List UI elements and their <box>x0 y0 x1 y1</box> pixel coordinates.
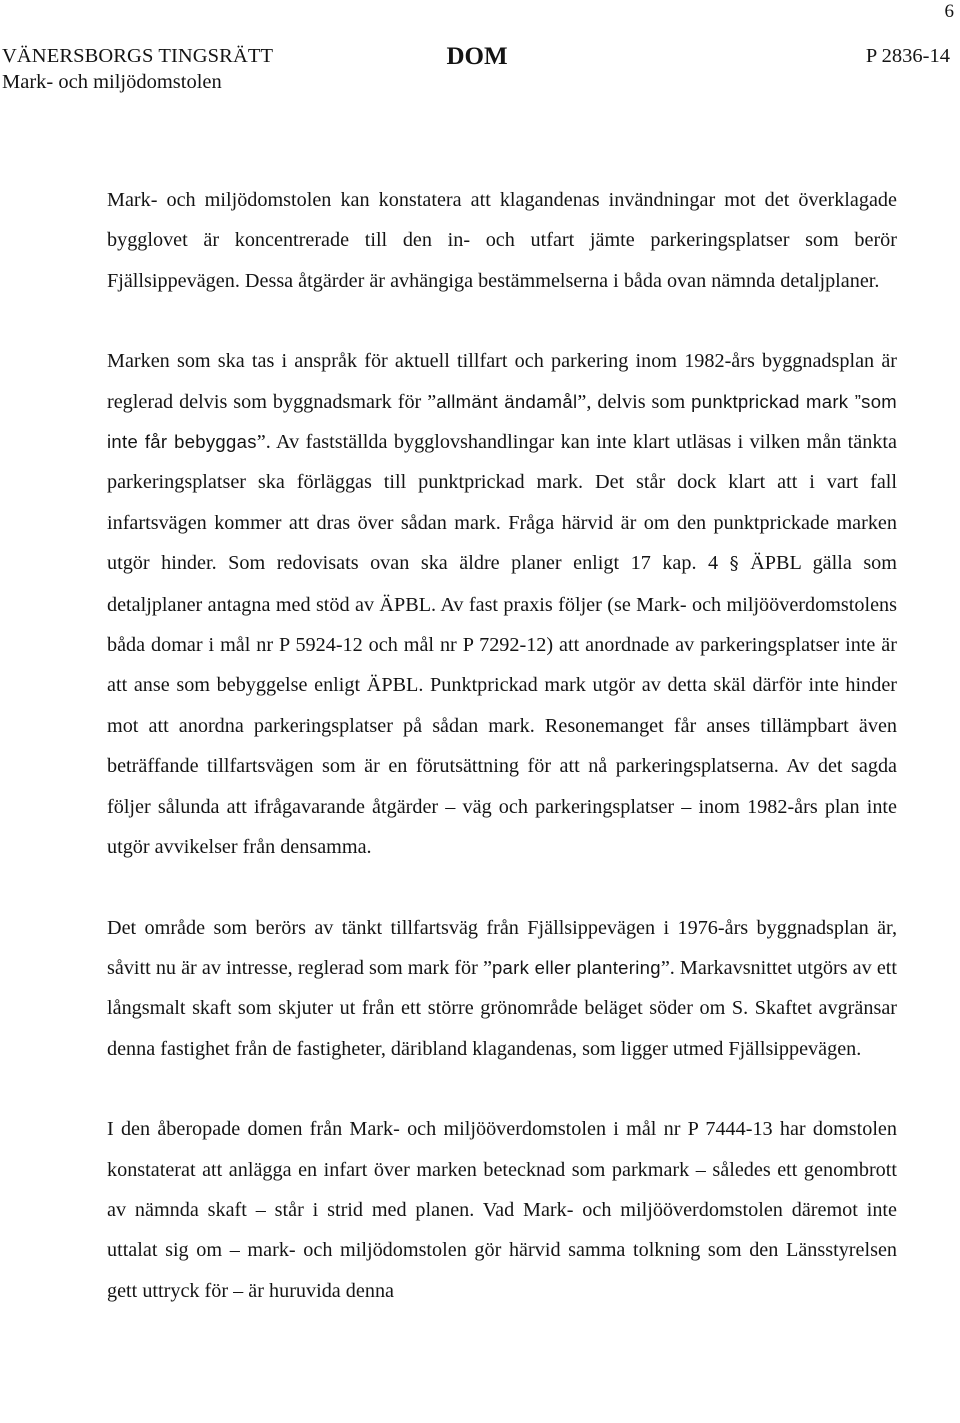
quoted-term: allmänt ändamål <box>436 390 578 412</box>
paragraph <box>107 1109 897 1311</box>
paragraph-text: Marken som ska tas i anspråk för aktuell tillfart och parkering inom 1982-års byggnadsplan är reglerad delvis som byggnadsmark för ” <box>107 350 897 413</box>
quoted-term: park eller plantering <box>491 956 661 978</box>
paragraph <box>107 341 897 867</box>
section-sign: § <box>729 553 739 575</box>
paragraph <box>107 908 897 1070</box>
paragraph-text: ”. Markavsnittet utgörs av ett långsmalt skaft som skjuter ut från ett större grönområde beläget söder om S. Skaftet avgränsar denna fastighet från de fastigheter, däribland klagandenas, som ligger utmed Fjällsippevägen. <box>107 956 897 1060</box>
document-body <box>107 180 897 1311</box>
paragraph-text: ”, delvis som <box>577 390 692 413</box>
court-division: Mark- och miljödomstolen <box>2 71 222 93</box>
document-header <box>2 44 950 100</box>
paragraph-text: ÄPBL gälla som detaljplaner antagna med stöd av ÄPBL. Av fast praxis följer (se Mark- och miljööverdomstolens båda domar i mål nr P 5924-12 och mål nr P 7292-12) att anordnade av parkeringsplatser inte är att anse som bebyggelse enligt ÄPBL. Punktprickad mark utgör av detta skäl därför inte hinder mot att anordna parkeringsplatser på sådan mark. Resonemanget får anses tillämpbart även beträffande tillfartsvägen som är en förutsättning för att nå parkeringsplatserna. Av det sagda följer sålunda att ifrågavarande åtgärder – väg och parkeringsplatser – inom 1982-års plan inte utgör avvikelser från densamma. <box>107 552 897 859</box>
paragraph <box>107 180 897 301</box>
paragraph-text: I den åberopade domen från Mark- och miljööverdomstolen i mål nr P 7444-13 har domstolen konstaterat att anlägga en infart över marken betecknad som parkmark – således ett genombrott av nämnda skaft – står i strid med planen. Vad Mark- och miljööverdomstolen däremot inte uttalat sig om – mark- och miljödomstolen gör härvid samma tolkning som den Länsstyrelsen gett uttryck för – är huruvida denna <box>107 1118 897 1302</box>
quoted-term: punktprickad mark ”som inte får bebyggas <box>107 390 898 453</box>
paragraph-text: Det område som berörs av tänkt tillfartsväg från Fjällsippevägen i 1976-års byggnadsplan är, såvitt nu är av intresse, reglerad som mark för ” <box>107 916 897 979</box>
court-name: VÄNERSBORGS TINGSRÄTT <box>2 45 274 67</box>
paragraph-text: Mark- och miljödomstolen kan konstatera att klagandenas invändningar mot det överklagade bygglovet är koncentrerade till den in- och utfart jämte parkeringsplatser som berör Fjällsippevägen. Dessa åtgärder är avhängiga bestämmelserna i båda ovan nämnda detaljplaner. <box>107 189 897 292</box>
paragraph-text: ”. Av fastställda bygglovshandlingar kan inte klart utläsas i vilken mån tänkta parkeringsplatser ska förläggas till punktprickad mark. Det står dock klart att i vart fall infartsvägen kommer att dras över sådan mark. Fråga härvid är om den punktprickade marken utgör hinder. Som redovisats ovan ska äldre planer enligt 17 kap. 4 <box>107 431 897 575</box>
page-number: 6 <box>944 1 954 22</box>
document-type: DOM <box>446 43 508 70</box>
case-number: P 2836-14 <box>865 45 950 67</box>
